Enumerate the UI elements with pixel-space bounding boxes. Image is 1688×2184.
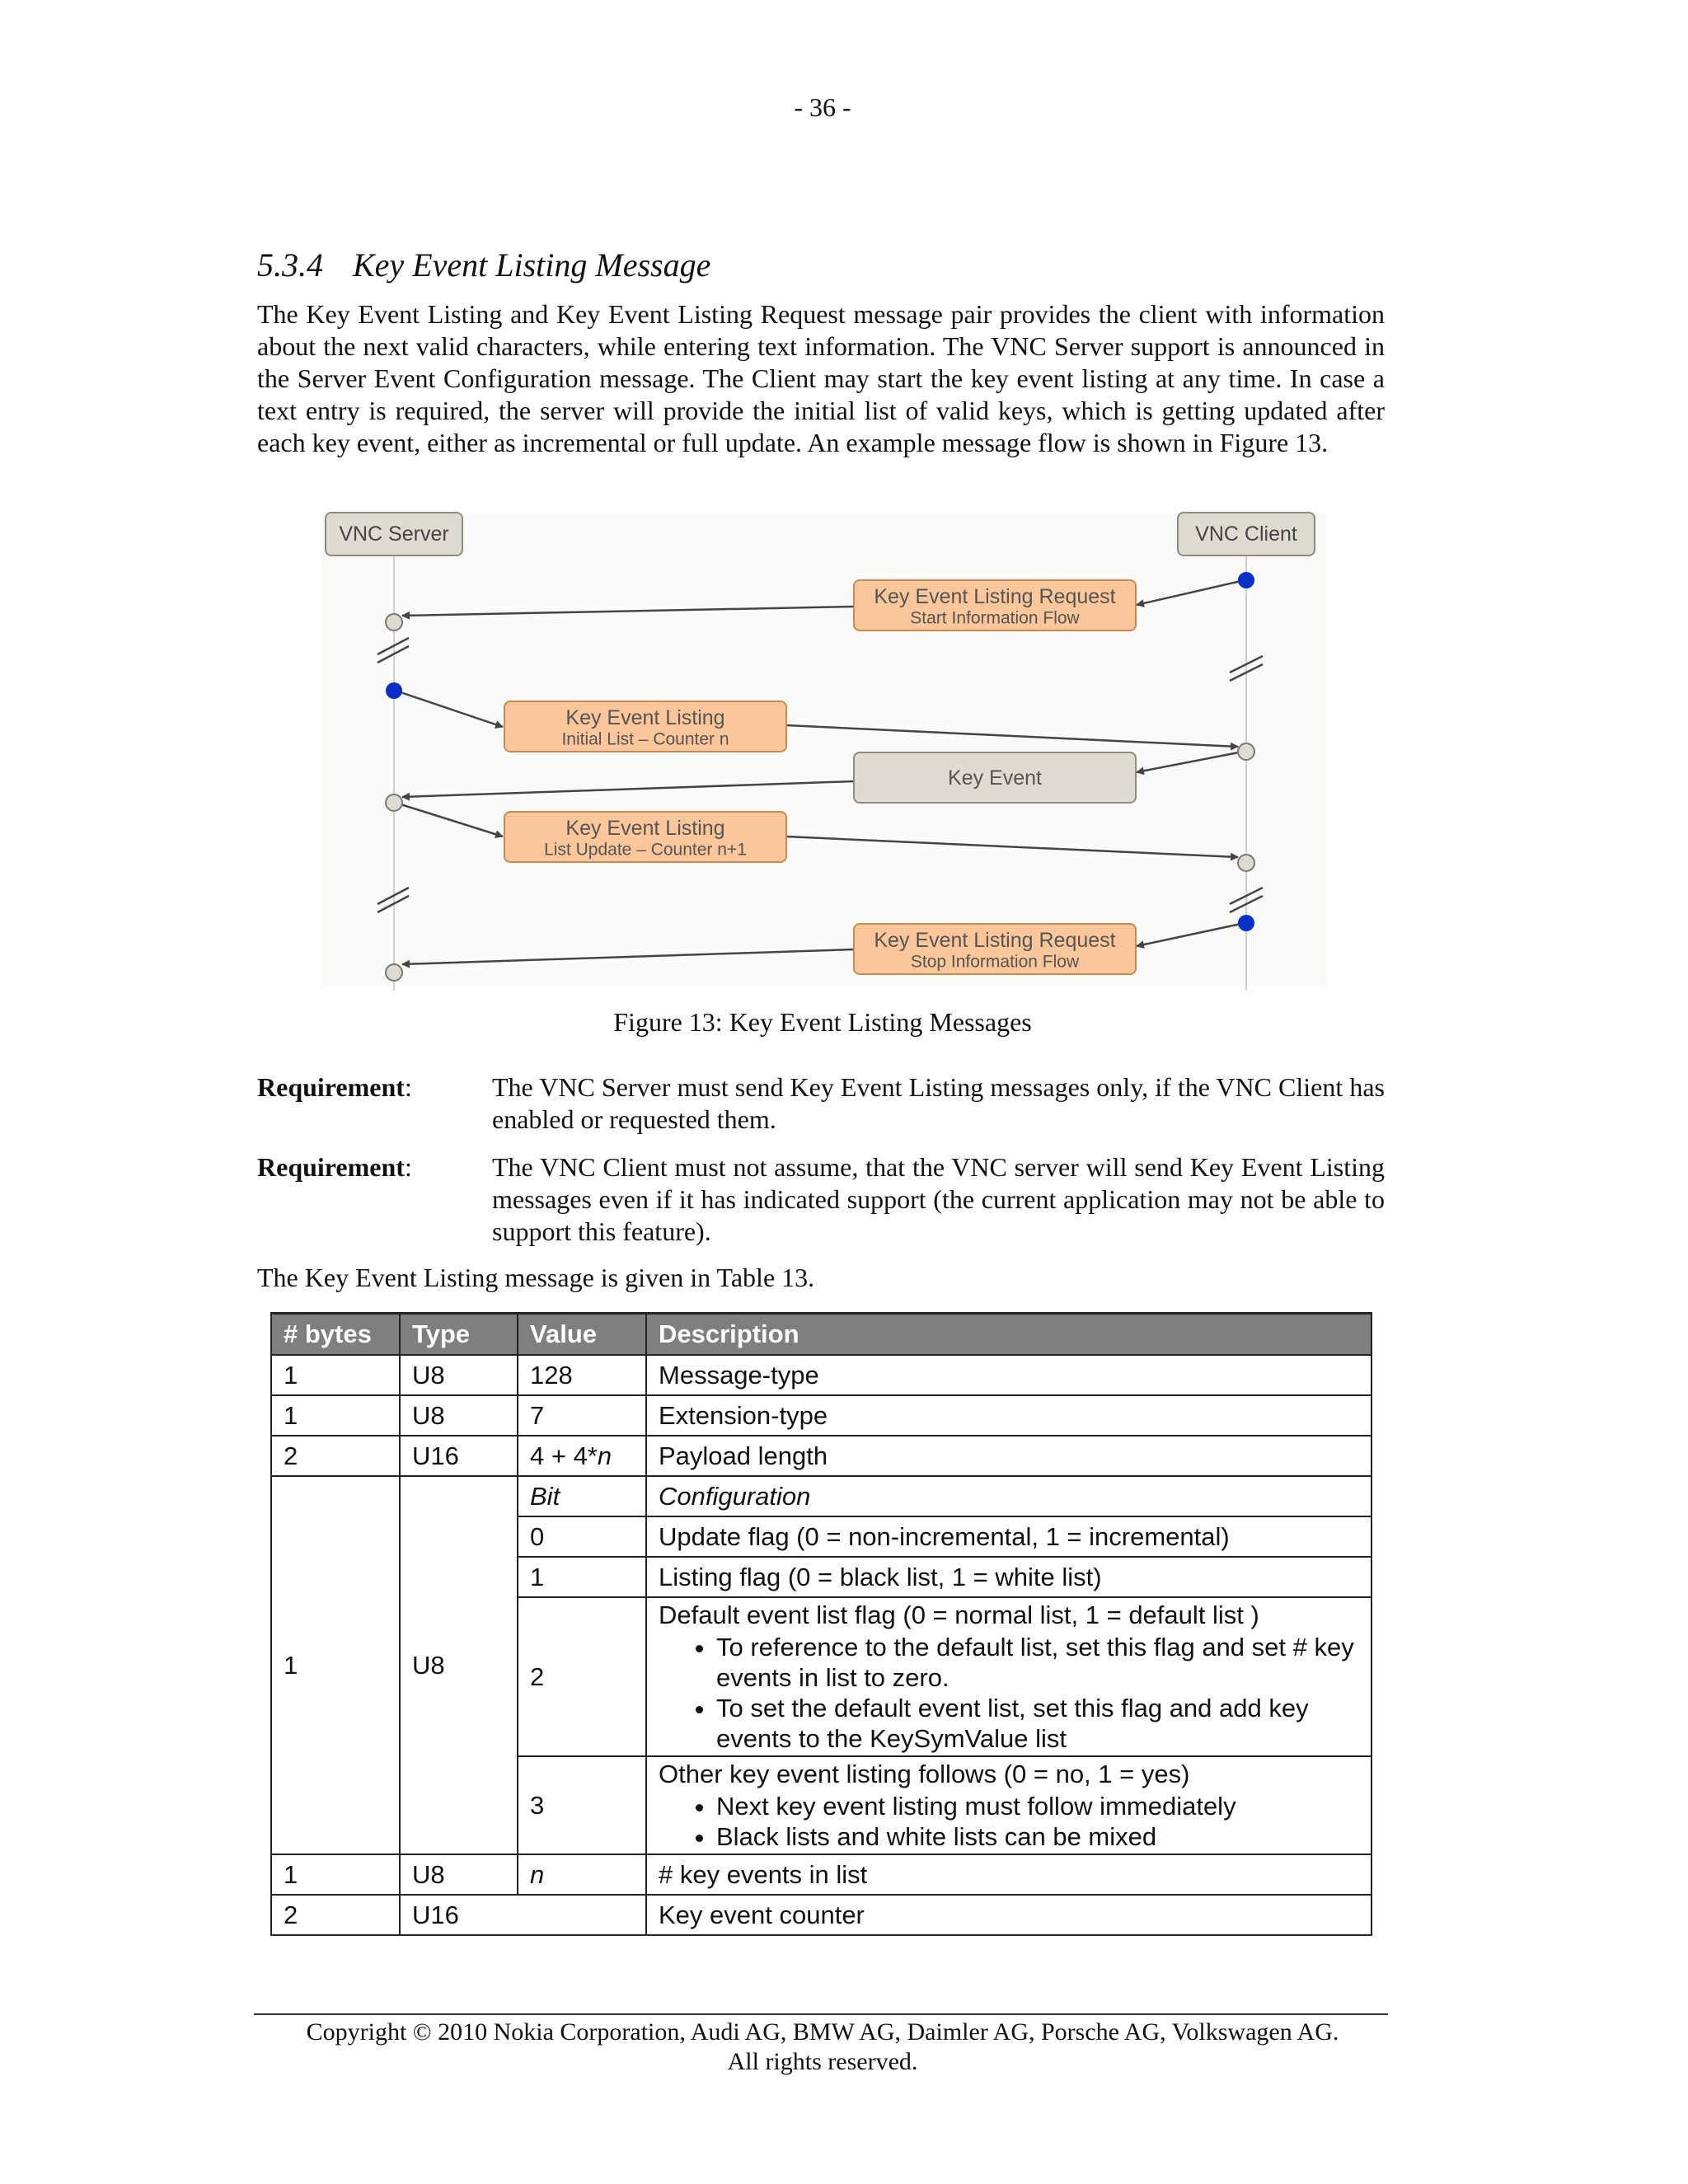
msg-title: Key Event Listing: [565, 706, 725, 729]
requirement-text: The VNC Client must not assume, that the VNC server will send Key Event Listing messages even if it has indicated support (the current application may not be able to support this feature).: [492, 1152, 1385, 1246]
section-heading: [257, 246, 710, 284]
column-header: Description: [646, 1314, 1372, 1356]
table-intro: The Key Event Listing message is given in Table 13.: [257, 1263, 815, 1292]
table-row: [271, 1895, 1372, 1935]
description-text: Default event list flag (0 = normal list, 1 = default list ): [659, 1601, 1259, 1629]
description-cell: [646, 1597, 1372, 1756]
requirement-block: [257, 1151, 1385, 1248]
requirement-label: Requirement:: [257, 1152, 412, 1182]
figure-caption: Figure 13: Key Event Listing Messages: [613, 1007, 1032, 1037]
description-cell: Payload length: [646, 1436, 1372, 1476]
receive-dot: [386, 614, 402, 630]
active-dot: [386, 682, 402, 699]
value-cell: 7: [518, 1395, 646, 1436]
vnc-client-label: VNC Client: [1195, 523, 1297, 546]
type-cell: U8: [400, 1355, 518, 1395]
copyright-line: Copyright © 2010 Nokia Corporation, Audi AG, BMW AG, Daimler AG, Porsche AG, Volkswagen AG.: [306, 2018, 1339, 2046]
value-cell: 4 + 4*n: [518, 1436, 646, 1476]
bit-cell: 2: [518, 1597, 646, 1756]
bytes-cell: 1: [271, 1476, 400, 1854]
config-header-cell: Configuration: [646, 1476, 1372, 1516]
active-dot: [1238, 915, 1254, 931]
requirement-block: [257, 1071, 1385, 1136]
value-cell: n: [518, 1854, 646, 1895]
bullet-list: [659, 1632, 1371, 1754]
vnc-server-participant: [326, 513, 462, 555]
footer-divider: [254, 2013, 1388, 2015]
msg-key-event-listing-initial: [504, 701, 786, 752]
msg-title: Key Event Listing: [565, 817, 725, 840]
description-cell: Listing flag (0 = black list, 1 = white list): [646, 1557, 1372, 1597]
bytes-cell: 2: [271, 1895, 400, 1935]
copyright-footer: [0, 2018, 1645, 2077]
table-row: [271, 1854, 1372, 1895]
bit-header-cell: Bit: [518, 1476, 646, 1516]
table-header-row: [271, 1314, 1372, 1356]
type-cell: U8: [400, 1476, 518, 1854]
table-row: [271, 1436, 1372, 1476]
bullet-item: • To reference to the default list, set this flag and set # key events in list to zero.: [716, 1632, 1371, 1693]
msg-subtitle: Start Information Flow: [910, 608, 1080, 628]
bit-cell: 3: [518, 1756, 646, 1854]
msg-key-event: [854, 752, 1136, 803]
bytes-cell: 1: [271, 1355, 400, 1395]
column-header: Value: [518, 1314, 646, 1356]
description-cell: Key event counter: [646, 1895, 1372, 1935]
type-cell: U8: [400, 1395, 518, 1436]
page-number: - 36 -: [794, 92, 851, 122]
type-cell: U16: [400, 1895, 646, 1935]
vnc-client-participant: [1178, 513, 1315, 555]
description-cell: # key events in list: [646, 1854, 1372, 1895]
receive-dot: [1238, 855, 1254, 871]
requirement-text: The VNC Server must send Key Event Listing messages only, if the VNC Client has enabled or requested them.: [492, 1072, 1385, 1134]
msg-subtitle: List Update – Counter n+1: [544, 840, 747, 860]
msg-key-event-listing-request-stop: [854, 924, 1136, 974]
diagram-background: [321, 513, 1327, 987]
section-title: Key Event Listing Message: [353, 246, 711, 284]
column-header: # bytes: [271, 1314, 400, 1356]
column-header: Type: [400, 1314, 518, 1356]
bytes-cell: 2: [271, 1436, 400, 1476]
msg-title: Key Event: [948, 766, 1042, 790]
msg-subtitle: Stop Information Flow: [910, 952, 1080, 972]
msg-title: Key Event Listing Request: [874, 929, 1116, 952]
description-cell: Message-type: [646, 1355, 1372, 1395]
msg-key-event-listing-request-start: [854, 580, 1136, 630]
bit-cell: 1: [518, 1557, 646, 1597]
active-dot: [1238, 572, 1254, 588]
bullet-item: • To set the default event list, set this flag and add key events to the KeySymValue list: [716, 1693, 1371, 1754]
description-text: Other key event listing follows (0 = no, 1 = yes): [659, 1760, 1190, 1788]
value-cell: 128: [518, 1355, 646, 1395]
message-flow-diagram: [313, 504, 1335, 991]
description-cell: Extension-type: [646, 1395, 1372, 1436]
bytes-cell: 1: [271, 1395, 400, 1436]
receive-dot: [1238, 743, 1254, 760]
requirement-label: Requirement:: [257, 1072, 412, 1102]
section-number: 5.3.4: [257, 246, 323, 284]
rights-line: All rights reserved.: [727, 2048, 918, 2075]
bytes-cell: 1: [271, 1854, 400, 1895]
type-cell: U8: [400, 1854, 518, 1895]
message-format-table: [270, 1312, 1372, 1936]
vnc-server-label: VNC Server: [339, 523, 449, 546]
bit-cell: 0: [518, 1516, 646, 1557]
table-row: [271, 1395, 1372, 1436]
receive-dot: [386, 964, 402, 981]
intro-paragraph: The Key Event Listing and Key Event Listing Request message pair provides the client with information about the next valid characters, while entering text information. The VNC Server support is announced in the Server Event Configuration message. The Client may start the key event listing at any time. In case a text entry is required, the server will provide the initial list of valid keys, which is getting updated after each key event, either as incremental or full update. An example message flow is shown in Figure 13.: [257, 299, 1385, 457]
bullet-list: [659, 1791, 1371, 1852]
bullet-item: • Next key event listing must follow immediately: [716, 1791, 1371, 1821]
msg-subtitle: Initial List – Counter n: [561, 729, 729, 749]
table-row: [271, 1476, 1372, 1516]
description-cell: Update flag (0 = non-incremental, 1 = incremental): [646, 1516, 1372, 1557]
table-row: [271, 1355, 1372, 1395]
msg-key-event-listing-update: [504, 812, 786, 862]
bullet-item: • Black lists and white lists can be mixed: [716, 1821, 1371, 1852]
type-cell: U16: [400, 1436, 518, 1476]
msg-title: Key Event Listing Request: [874, 585, 1116, 608]
receive-dot: [386, 794, 402, 811]
description-cell: [646, 1756, 1372, 1854]
